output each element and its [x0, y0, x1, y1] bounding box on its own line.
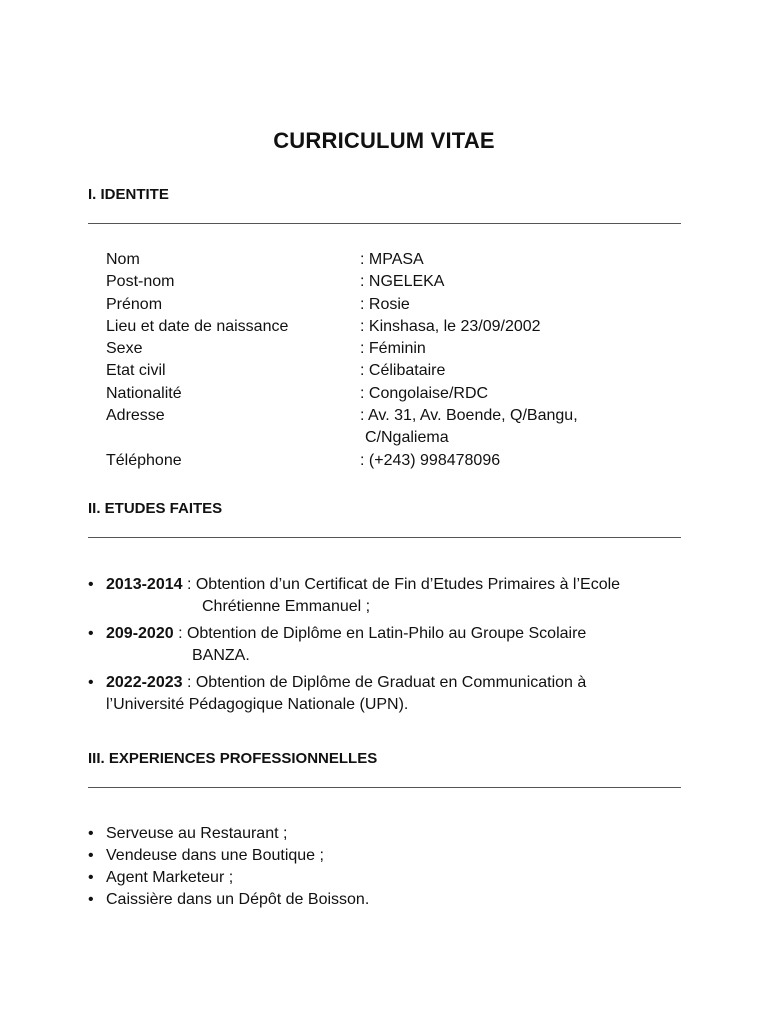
identity-value: : MPASA [360, 251, 424, 268]
bullet-icon: • [88, 674, 94, 691]
study-text-cont: BANZA. [192, 647, 250, 664]
identity-value: : Congolaise/RDC [360, 384, 489, 402]
bullet-icon: • [88, 825, 94, 842]
document-title: CURRICULUM VITAE [273, 128, 495, 153]
identity-label: Lieu et date de naissance [106, 317, 289, 335]
identity-value: : Rosie [360, 295, 410, 313]
experience-text: Caissière dans un Dépôt de Boisson. [106, 891, 370, 908]
identity-label: Adresse [106, 407, 165, 425]
bullet-icon: • [88, 847, 94, 864]
bullet-icon: • [88, 625, 94, 642]
identity-label: Téléphone [106, 451, 182, 469]
identity-label: Nationalité [106, 384, 182, 402]
identity-label: Prénom [106, 295, 163, 313]
identity-value: : Célibataire [360, 362, 446, 380]
study-text: : Obtention de Diplôme de Graduat en Communication à [182, 674, 587, 691]
address-line-1: : Av. 31, Av. Boende, Q/Bangu, [360, 407, 578, 425]
list-item [88, 845, 688, 867]
study-text-cont: l’Université Pédagogique Nationale (UPN). [106, 696, 409, 713]
study-text: : Obtention d’un Certificat de Fin d’Etudes Primaires à l’Ecole [182, 576, 621, 593]
experience-text: Serveuse au Restaurant ; [106, 825, 288, 842]
study-year: 2013-2014 [106, 576, 183, 593]
list-item [88, 823, 688, 845]
address-line-2: C/Ngaliema [365, 429, 449, 447]
identity-label: Etat civil [106, 362, 166, 380]
section-divider [88, 223, 681, 224]
identity-label: Sexe [106, 340, 143, 358]
section-heading-etudes: II. ETUDES FAITES [88, 500, 223, 517]
identity-value: : Kinshasa, le 23/09/2002 [360, 317, 541, 335]
study-text: : Obtention de Diplôme en Latin-Philo au Groupe Scolaire [173, 625, 587, 642]
identity-label: Nom [106, 251, 140, 268]
identity-label: Post-nom [106, 273, 175, 291]
bullet-icon: • [88, 891, 94, 908]
experience-text: Vendeuse dans une Boutique ; [106, 847, 324, 864]
list-item [88, 889, 688, 911]
study-year: 2022-2023 [106, 674, 183, 691]
identity-value [360, 405, 578, 450]
study-text-cont: Chrétienne Emmanuel ; [202, 598, 371, 615]
bullet-icon: • [88, 869, 94, 886]
identity-value: : NGELEKA [360, 273, 445, 291]
experience-text: Agent Marketeur ; [106, 869, 234, 886]
section-divider [88, 787, 681, 788]
studies-list [88, 574, 688, 721]
list-item [88, 867, 688, 889]
identity-value: : Féminin [360, 340, 426, 358]
section-divider [88, 537, 681, 538]
list-item [88, 623, 688, 667]
experiences-list [88, 823, 688, 911]
identity-value: : (+243) 998478096 [360, 451, 501, 469]
list-item [88, 672, 688, 716]
section-heading-experiences: III. EXPERIENCES PROFESSIONNELLES [88, 750, 378, 767]
study-year: 209-2020 [106, 625, 174, 642]
section-heading-identite: I. IDENTITE [88, 186, 169, 203]
list-item [88, 574, 688, 618]
bullet-icon: • [88, 576, 94, 593]
